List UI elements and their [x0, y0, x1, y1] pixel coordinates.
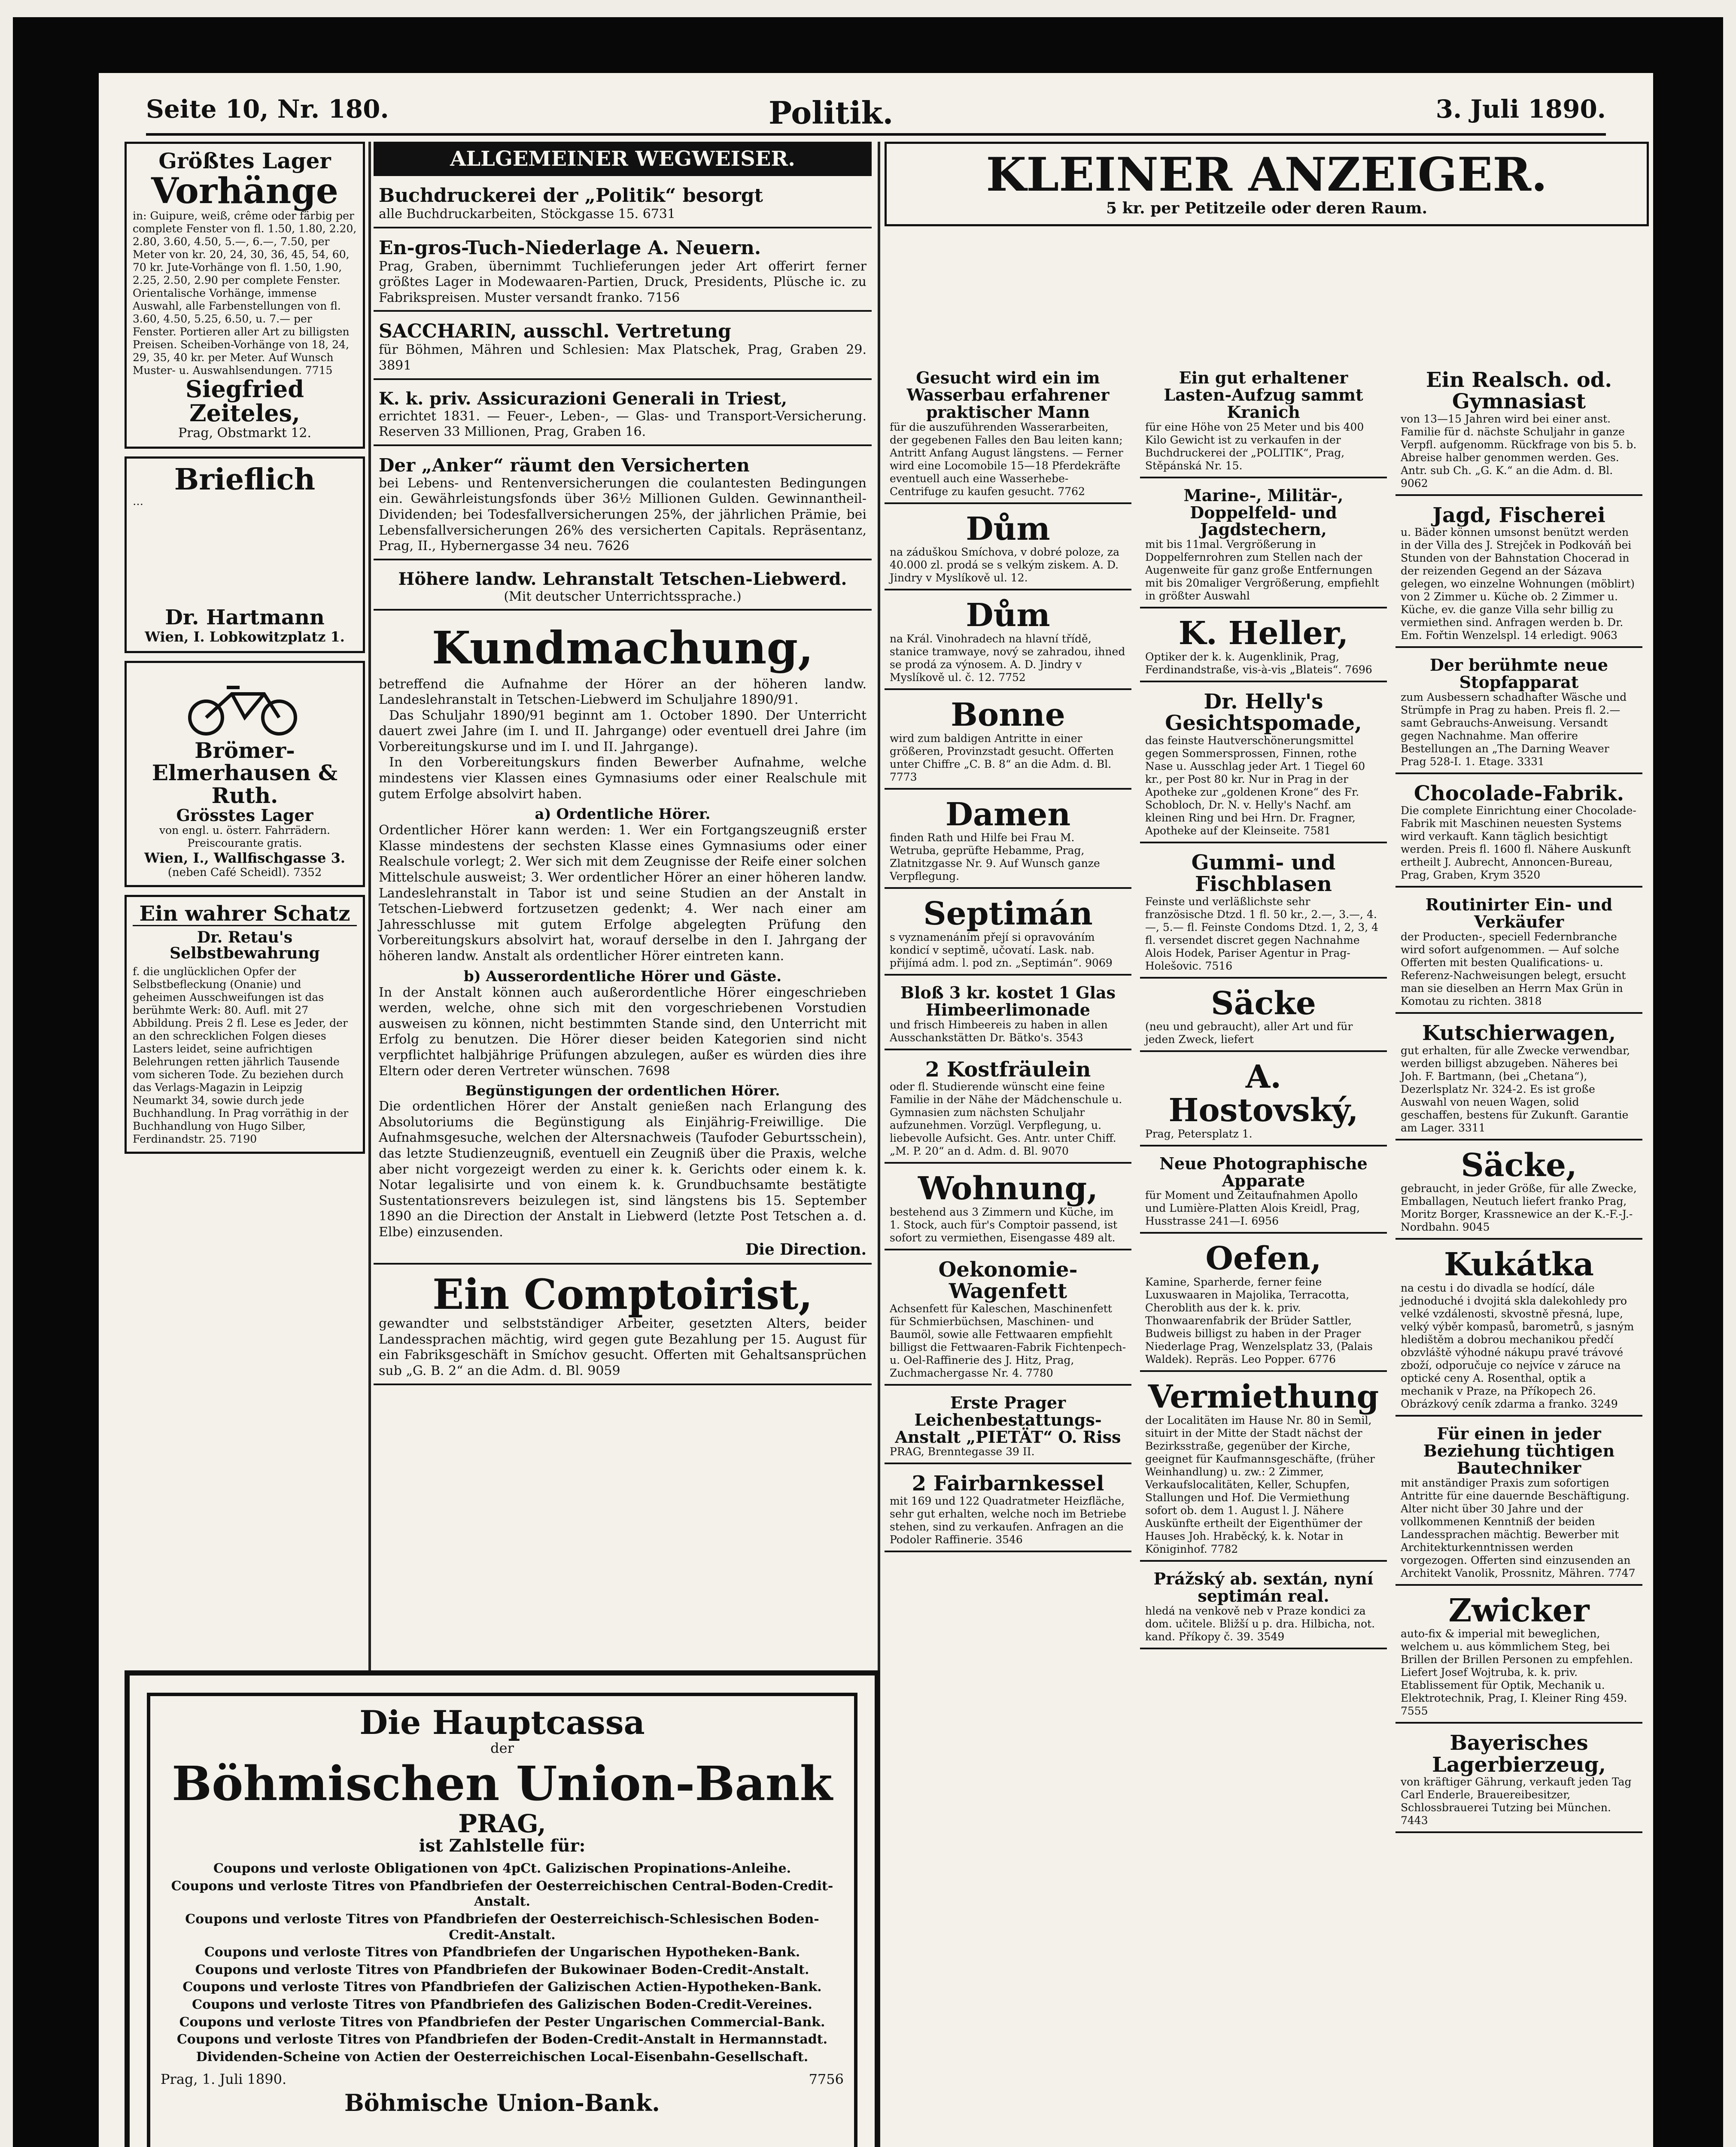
- classified-ad: [1140, 1151, 1387, 1234]
- classified-ad: [1140, 365, 1387, 478]
- classified-body: für eine Höhe von 25 Meter und bis 400 Kilo Gewicht ist zu verkaufen in der Buchdruckerei der „POLITIK“, Prag, Stěpánská Nr. 15.: [1145, 420, 1364, 472]
- classified-title: Säcke,: [1461, 1146, 1577, 1184]
- classified-title: 2 Fairbarnkessel: [912, 1472, 1104, 1496]
- classified-body: und frisch Himbeereis zu haben in allen Ausschankstätten Dr. Bätko's. 3543: [890, 1018, 1108, 1044]
- ad-schatz: [125, 895, 365, 1154]
- classified-title: Für einen in jeder Beziehung tüchtigen Bautechniker: [1423, 1423, 1615, 1478]
- bicycle-icon: [180, 672, 309, 737]
- ad-body: von engl. u. österr. Fahrrädern. Preiscourante gratis.: [159, 824, 331, 850]
- advertiser-name: Dr. Hartmann: [165, 605, 325, 630]
- left-column: [125, 142, 365, 1666]
- ad-anker: [374, 450, 872, 560]
- classified-body: Achsenfett für Kaleschen, Maschinenfett für Schmierbüchsen, Maschinen- und Baumöl, sowie alle Fettwaaren empfiehlt billigst die Fettwaaren-Fabrik Fichtenpech- u. Oel-Raffinerie des J. Hitz, Prag, Zuchmachergasse Nr. 4. 7780: [890, 1302, 1126, 1379]
- bank-subtitle: ist Zahlstelle für:: [419, 1836, 586, 1856]
- classified-title: Dům: [966, 510, 1050, 547]
- classified-ad: [1140, 1376, 1387, 1562]
- ad-body: gewandter und selbstständiger Arbeiter, gesetzten Alters, beider Landessprachen mächtig, wird gegen gute Bezahlung per 15. August für ein Fabriksgeschäft in Smíchov gesucht. Offerten mit Gehaltsansprüchen sub „G. B. 2“ an die Adm. d. Bl. 9059: [379, 1316, 866, 1379]
- ad-bicycles: [125, 661, 365, 887]
- classified-ad: [1395, 652, 1642, 774]
- classified-ad: [1140, 483, 1387, 609]
- page-header: [146, 90, 1606, 136]
- bank-der: der: [490, 1739, 514, 1756]
- bank-list-item: Dividenden-Scheine von Actien der Oesterreichischen Local-Eisenbahn-Gesellschaft.: [196, 2049, 809, 2065]
- classified-ad: [885, 365, 1131, 504]
- section-subtitle: 5 kr. per Petitzeile oder deren Raum.: [1106, 199, 1428, 218]
- classified-body: von 13—15 Jahren wird bei einer anst. Familie für d. nächste Schuljahr in ganze Verpfl. aufgenomm. Rückfrage von bis 5. b. Abreise halber genommen werden. Ges. Antr. sub Ch. „G. K.“ an die Adm. d. Bl. 9062: [1401, 412, 1637, 490]
- classified-title: Wohnung,: [918, 1170, 1098, 1207]
- notice-lead: betreffend die Aufnahme der Hörer an der höheren landw. Landeslehranstalt in Tetschen-Liebwerd im Schuljahre 1890/91.: [379, 676, 866, 708]
- classified-body: für Moment und Zeitaufnahmen Apollo und Lumière-Platten Alois Kreidl, Prag, Husstrasse 241—I. 6956: [1145, 1189, 1360, 1228]
- notice-paragraph: Ordentlicher Hörer kann werden: 1. Wer ein Fortgangszeugniß erster Klasse mindestens der sechsten Klasse eines Gymnasiums oder einer Realschule vorlegt; 2. Wer sich mit dem Zeugnisse der Reife einer solchen Mittelschule ausweist; 3. Wer ordentlicher Hörer an einer höheren landw. Landeslehranstalt in Tabor ist und seine Studien an der Anstalt in Tetschen-Liebwerd fortzusetzen gedenkt; 4. Wer nach einer am Jahresschlusse mit gutem Erfolge abgelegten Prüfung den Vorbereitungskurs absolvirt hat, worauf derselbe in den I. Jahrgang der höheren landw. Anstalt als ordentlicher Hörer eintreten kann.: [379, 823, 866, 964]
- notice-paragraph: Die ordentlichen Hörer der Anstalt genießen nach Erlangung des Absolutoriums die Begünstigung als Einjährig-Freiwillige. Die Aufnahmsgesuche, welchen der Altersnachweis (Taufoder Geburtsschein), das letzte Studienzeugniß, eventuell ein Zeugniß über die Praxis, welche aber nicht vorgezeigt werden zu einer k. k. Gerichts oder einem k. k. Notar legalisirte und von einem k. k. Grundbuchsamte bestätigte Sustentationsrevers beizulegen ist, sind längstens bis 15. September 1890 an die Direction der Anstalt in Liebwerd (letzte Post Tetschen a. d. Elbe) einzusenden.: [379, 1099, 866, 1240]
- classified-body: gebraucht, in jeder Größe, für alle Zwecke, Emballagen, Neutuch liefert franko Prag, Moritz Borger, Krassnewice an der K.-F.-J.-Nordbahn. 9045: [1401, 1182, 1637, 1234]
- classified-title: Erste Prager Leichenbestattungs-Anstalt „PIETÄT“ O. Riss: [895, 1393, 1121, 1447]
- classified-body: na záduškou Smíchova, v dobré poloze, za 40.000 zl. prodá se s velkým ziskem. A. D. Jindry v Myslíkově ul. 12.: [890, 546, 1119, 584]
- ad-title: Höhere landw. Lehranstalt Tetschen-Liebwerd.: [398, 569, 847, 589]
- classified-body: zum Ausbessern schadhafter Wäsche und Strümpfe in Prag zu haben. Preis fl. 2.— samt Gebrauchs-Anweisung. Versandt gegen Nachnahme. Man offerire Bestellungen an „The Darning Weaver Prag 528-I. 1. Etage. 3331: [1401, 690, 1627, 768]
- ad-comptoirist: [374, 1269, 872, 1385]
- section-title: KLEINER ANZEIGER.: [986, 148, 1548, 202]
- classified-title: Marine-, Militär-, Doppelfeld- und Jagdstechern,: [1183, 485, 1344, 539]
- classified-body: Feinste und verläßlichste sehr französische Dtzd. 1 fl. 50 kr., 2.—, 3.—, 4.—, 5.— fl. Feinste Condoms Dtzd. 1, 2, 3, 4 fl. versendet discret gegen Nachnahme Alois Hodek, Pariser Agentur in Prag-Holešovic. 7516: [1145, 895, 1379, 972]
- classified-body: oder fl. Studierende wünscht eine feine Familie in der Nähe der Mädchenschule u. Gymnasien zum nächsten Schuljahr aufzunehmen. Vorzügl. Verpflegung, u. liebevolle Aufsicht. Ges. Antr. unter Chiff. „M. P. 20“ an d. Adm. d. Bl. 9070: [890, 1080, 1122, 1158]
- ad-body: …: [133, 495, 143, 508]
- advertiser-address: Wien, I., Wallfischgasse 3.: [144, 850, 346, 867]
- classified-ad: [1395, 1590, 1642, 1724]
- ad-body: alle Buchdruckarbeiten, Stöckgasse 15. 6731: [379, 207, 676, 222]
- classified-ad: [1395, 779, 1642, 888]
- classified-ad: [1395, 1018, 1642, 1140]
- classified-body: Die complete Einrichtung einer Chocolade-Fabrik mit Maschinen neuesten Systems wird verkauft. Kann täglich besichtigt werden. Preis fl. 1600 fl. Nähere Auskunft ertheilt J. Aubrecht, Annoncen-Bureau, Prag, Graben, Krym 3520: [1401, 804, 1636, 882]
- classified-title: Gummi- und Fischblasen: [1191, 850, 1336, 897]
- issue-date: 3. Juli 1890.: [1435, 94, 1606, 124]
- bank-list-item: Coupons und verloste Titres von Pfandbriefen der Galizischen Actien-Hypotheken-Bank.: [182, 1980, 822, 1995]
- classified-ad: [1140, 1056, 1387, 1146]
- classified-ad: [885, 980, 1131, 1050]
- bank-date: Prag, 1. Juli 1890.: [161, 2071, 287, 2088]
- classified-body: Optiker der k. k. Augenklinik, Prag, Ferdinandstraße, vis-à-vis „Blateis“. 7696: [1145, 651, 1372, 676]
- section-title: ALLGEMEINER WEGWEISER.: [374, 142, 872, 176]
- classified-ad: [885, 508, 1131, 591]
- ad-headline: Dr. Retau's Selbstbewahrung: [170, 928, 320, 963]
- ad-generali: [374, 384, 872, 446]
- classified-title: Routinirter Ein- und Verkäufer: [1425, 895, 1613, 932]
- classified-title: Gesucht wird ein im Wasserbau erfahrener praktischer Mann: [906, 368, 1110, 422]
- ad-note: (neben Café Scheidl). 7352: [167, 866, 322, 879]
- classified-title: Prážský ab. sextán, nyní septimán real.: [1153, 1569, 1374, 1606]
- classified-body: gut erhalten, für alle Zwecke verwendbar, werden billigst abzugeben. Näheres bei Joh. F. Bartmann, (bei „Chetana“), Dezerlsplatz Nr. 324-2. Es ist große Auswahl von neuen Wagen, solid geschaffen, bestens für Zukunft. Garantie am Lager. 3311: [1401, 1044, 1630, 1134]
- bank-list-item: Coupons und verloste Titres von Pfandbriefen des Galizischen Boden-Credit-Vereines.: [192, 1997, 812, 2012]
- ad-title: Ein wahrer Schatz: [133, 903, 357, 926]
- classified-body: Kamine, Sparherde, ferner feine Luxuswaaren in Majolika, Terracotta, Cheroblith aus der k. k. priv. Thonwaarenfabrik der Brüder Sattler, Budweis billigst zu haben in der Prager Niederlage Prag, Wenzelsplatz 33, (Palais Waldek). Repräs. Leo Popper. 6776: [1145, 1276, 1373, 1366]
- ad-vorhaenge: [125, 142, 365, 449]
- classified-title: Jagd, Fischerei: [1432, 503, 1605, 527]
- ad-title: K. k. priv. Assicurazioni Generali in Triest,: [379, 388, 787, 409]
- classified-ad: [885, 893, 1131, 976]
- classified-ad: [885, 1168, 1131, 1250]
- ad-body: in: Guipure, weiß, crême oder färbig per complete Fenster von fl. 1.50, 1.80, 2.20, 2.80, 3.60, 4.50, 5.—, 6.—, 7.50, per Meter von kr. 20, 24, 30, 36, 45, 54, 60, 70 kr. Jute-Vorhänge von fl. 1.50, 1.90, 2.25, 2.50, 2.90 per complete Fenster. Orientalische Vorhänge, immense Auswahl, alle Farbenstellungen von fl. 3.60, 4.50, 5.25, 6.50, u. 7.— per Fenster. Portieren aller Art zu billigsten Preisen. Scheiben-Vorhänge von 18, 24, 29, 35, 40 kr. per Meter. Auf Wunsch Muster- u. Auswahlsendungen. 7715: [133, 209, 357, 377]
- bank-list-item: Coupons und verloste Titres von Pfandbriefen der Pester Ungarischen Commercial-Bank.: [179, 2014, 825, 2030]
- classified-ad: [885, 1055, 1131, 1164]
- ad-brieflich: [125, 456, 365, 653]
- classified-title: Säcke: [1211, 985, 1316, 1022]
- ad-title: Brieflich: [174, 462, 316, 497]
- ad-body: Prag, Graben, übernimmt Tuchlieferungen jeder Art offerirt ferner größtes Lager in Modewaaren-Partien, Druck, Presidents, Plüsche ic. zu Fabrikspreisen. Muster versandt franko. 7156: [379, 258, 866, 305]
- classified-ad: [1140, 848, 1387, 979]
- classified-title: Der berühmte neue Stopfapparat: [1429, 655, 1608, 692]
- classified-ad: [885, 595, 1131, 690]
- page-number: Seite 10, Nr. 180.: [146, 94, 389, 124]
- classified-ad: [1395, 1145, 1642, 1240]
- kleiner-anzeiger-banner: [885, 142, 1649, 226]
- classified-body: der Localitäten im Hause Nr. 80 in Semil, situirt in der Mitte der Stadt nächst der Bezirksstraße, gegenüber der Kirche, geeignet für Kaufmannsgeschäfte, (früher Weinhandlung) u. zw.: 2 Zimmer, Verkaufslocalitäten, Keller, Schupfen, Stallungen und Hof. Die Vermiethung sofort ob. dem 1. August l. J. Nähere Auskünfte ertheilt der Eigenthümer der Hauses Joh. Hraběcký, k. k. Notar in Königinhof. 7782: [1145, 1414, 1375, 1555]
- classified-ad: [885, 794, 1131, 889]
- classified-ad: [885, 1469, 1131, 1552]
- classified-title: Neue Photographische Apparate: [1159, 1153, 1368, 1190]
- classified-body: Prag, Petersplatz 1.: [1145, 1127, 1253, 1140]
- notice-signature: Die Direction.: [745, 1240, 866, 1259]
- notice-paragraph: Das Schuljahr 1890/91 beginnt am 1. October 1890. Der Unterricht dauert zwei Jahre (im I. und II. Jahrgange) oder eventuell drei Jahre (im Vorbereitungskurse und im I. und II. Jahrgange).: [379, 708, 866, 754]
- classified-ad: [1140, 613, 1387, 682]
- classified-body: von kräftiger Gährung, verkauft jeden Tag Carl Enderle, Brauereibesitzer, Schlossbrauerei Tutzing bei München. 7443: [1401, 1776, 1632, 1827]
- notice-paragraph: In den Vorbereitungskurs finden Bewerber Aufnahme, welche mindestens vier Klassen eines Gymnasiums oder einer Realschule mit gutem Erfolge absolvirt haben.: [379, 755, 866, 802]
- classified-ad: [885, 1255, 1131, 1386]
- ad-body: bei Lebens- und Rentenversicherungen die coulantesten Bedingungen ein. Gewährleistungsfonds über 36½ Millionen Gulden. Gewinnantheil-Dividenden; bei Todesfallversicherungen 25%, der jährlichen Prämie, bei Lebensfallversicherungen 26% des versicherten Capitals. Repräsentanz, Prag, II., Hybernergasse 34 neu. 7626: [379, 475, 866, 554]
- bank-title: Böhmischen Union-Bank: [172, 1755, 833, 1811]
- classified-title: Dům: [966, 597, 1050, 634]
- classified-title: Dr. Helly's Gesichtspomade,: [1165, 690, 1362, 736]
- classified-title: Damen: [945, 796, 1071, 833]
- classified-title: Vermiethung: [1148, 1378, 1379, 1416]
- notice-paragraph: In der Anstalt können auch außerordentliche Hörer eingeschrieben werden, welche, ohne sich mit den vorgeschriebenen Vorstudien ausweisen zu können, nicht bestimmten Stande sind, den Unterricht mit Erfolg zu benutzen. Die Hörer dieser beiden Kategorien sind nicht verpflichtet halbjährige Prüfungen abzulegen, außer es würden dies ihre Eltern oder deren Vertreter wünschen. 7698: [379, 985, 866, 1079]
- ad-title: En-gros-Tuch-Niederlage A. Neuern.: [379, 237, 761, 259]
- classified-title: Zwicker: [1448, 1592, 1590, 1629]
- classified-body: bestehend aus 3 Zimmern und Küche, im 1. Stock, auch für's Comptoir passend, ist sofort zu vermiethen, Eisengasse 489 alt.: [890, 1205, 1118, 1244]
- classified-title: K. Heller,: [1178, 615, 1349, 652]
- ad-saccharin: [374, 316, 872, 380]
- classified-title: Oekonomie-Wagenfett: [938, 1257, 1078, 1304]
- classified-ad: [1395, 892, 1642, 1014]
- ad-title: Ein Comptoirist,: [432, 1270, 813, 1319]
- classified-title: A. Hostovský,: [1168, 1058, 1359, 1129]
- classified-title: Kukátka: [1444, 1246, 1594, 1283]
- notice-title: Kundmachung,: [432, 621, 814, 675]
- notice-heading: a) Ordentliche Hörer.: [535, 806, 711, 823]
- classified-title: Ein Realsch. od. Gymnasiast: [1426, 368, 1612, 414]
- classified-body: na cestu i do divadla se hodící, dále jednoduché i dvojitá skla dalekohledy pro velké vzdálenosti, skvostně přesná, lupe, velký výběr kompasů, barometrů, s jasným hledištěm a dobrou mechanikou předčí obzvláště výhodné nákupu pravé trávové zboží, odporučuje co nejvíce v záruce na optické ceny A. Rosenthal, optik a mechanik v Praze, na Příkopech 26. Obrázkový ceník zdarma a franko. 3249: [1401, 1281, 1634, 1410]
- classified-title: Septimán: [923, 895, 1093, 933]
- classified-body: (neu und gebraucht), aller Art und für jeden Zweck, liefert: [1145, 1020, 1353, 1046]
- classified-body: wird zum baldigen Antritte in einer größeren, Provinzstadt gesucht. Offerten unter Chiffre „C. B. 8“ an die Adm. d. Bl. 7773: [890, 732, 1114, 783]
- classified-body: mit bis 11mal. Vergrößerung in Doppelfernrohren zum Stellen nach der Augenweite für ganz große Entfernungen mit bis 20maliger Vergrößerung, empfiehlt in größter Auswahl: [1145, 538, 1379, 602]
- ad-body: f. die unglücklichen Opfer der Selbstbefleckung (Onanie) und geheimen Ausschweifungen ist das berühmte Werk: 80. Aufl. mit 27 Abbildung. Preis 2 fl. Lese es Jeder, der an den schrecklichen Folgen dieses Lasters leidet, seine aufrichtigen Belehrungen retten jährlich Tausende vom sicheren Tode. Zu beziehen durch das Verlags-Magazin in Leipzig Neumarkt 34, sowie durch jede Buchhandlung. In Prag vorräthig in der Buchhandlung von Hugo Silber, Ferdinandstr. 25. 7190: [133, 965, 349, 1146]
- classified-ad: [1140, 983, 1387, 1052]
- classified-title: Kutschierwagen,: [1422, 1021, 1616, 1046]
- ad-title: Größtes Lager: [158, 148, 331, 173]
- ad-title: Brömer-Elmerhausen & Ruth.: [152, 737, 338, 808]
- bank-lead: Die Hauptcassa: [359, 1703, 645, 1742]
- classified-ad: [1395, 365, 1642, 496]
- classified-body: s vyznamenáním přejí si opravováním kondicí v septimě, učovatí. Lask. nab. přijímá adm. l. pod zn. „Septimán“. 9069: [890, 931, 1113, 970]
- classified-ad: [1140, 1566, 1387, 1649]
- classified-body: u. Bäder können umsonst benützt werden in der Villa des J. Strejček in Podkováň bei Stunden von der Bahnstation Chocerad in der reizenden Gegend an der Sázava gelegen, wo einzelne Wohnungen (möblirt) von 2 Zimmer u. Küche ob. 2 Zimmer u. Küche, ev. die ganze Villa sehr billig zu vermiethen sind. Anfragen werden b. Dr. Em. Fořtin Wenzelspl. 14 erledigt. 9063: [1401, 526, 1635, 642]
- advertiser-address: Prag, Obstmarkt 12.: [178, 425, 312, 441]
- classifieds-column-a: [885, 365, 1131, 2147]
- classified-title: Bonne: [951, 696, 1065, 734]
- ad-buchdruckerei: [374, 180, 872, 228]
- notice-heading: Begünstigungen der ordentlichen Hörer.: [465, 1083, 780, 1099]
- bank-list-item: Coupons und verloste Titres von Pfandbriefen der Ungarischen Hypotheken-Bank.: [204, 1945, 800, 1960]
- classified-title: Ein gut erhaltener Lasten-Aufzug sammt Kranich: [1164, 368, 1363, 422]
- classified-ad: [1395, 1728, 1642, 1833]
- classified-ad: [885, 694, 1131, 790]
- ad-title: SACCHARIN, ausschl. Vertretung: [379, 320, 731, 343]
- bank-list: [161, 1861, 844, 2065]
- notice-heading: b) Ausserordentliche Hörer und Gäste.: [463, 967, 782, 985]
- ad-body: (Mit deutscher Unterrichtssprache.): [504, 589, 742, 604]
- bank-signature: Böhmische Union-Bank.: [344, 2089, 660, 2117]
- ad-lehranstalt: [374, 565, 872, 611]
- classified-body: finden Rath und Hilfe bei Frau M. Wetruba, geprüfte Hebamme, Prag, Zlatnitzgasse Nr. 9. Auf Wunsch ganze Verpflegung.: [890, 831, 1100, 883]
- advertiser-address: Wien, I. Lobkowitzplatz 1.: [145, 628, 345, 645]
- right-column: [885, 142, 1649, 2147]
- classified-ad: [1395, 500, 1642, 648]
- ad-body: errichtet 1831. — Feuer-, Leben-, — Glas- und Transport-Versicherung. Reserven 33 Millionen, Prag, Graben 16.: [379, 408, 866, 440]
- classified-body: mit anständiger Praxis zum sofortigen Antritte für eine dauernde Beschäftigung. Alter nicht über 30 Jahre und der vollkommenen Kenntniß der beiden Landessprachen mächtig. Bewerber mit Architekturkenntnissen werden vorgezogen. Offerten sind einzusenden an Architekt Vanolik, Prossnitz, Mähren. 7747: [1401, 1476, 1636, 1579]
- classified-ad: [1140, 687, 1387, 843]
- classified-body: der Producten-, speciell Federnbranche wird sofort aufgenommen. — Auf solche Offerten mit besten Qualifications- u. Referenz-Nachweisungen belegt, ersucht man sie dieselben an Herrn Max Grün in Komotau zu richten. 3818: [1401, 931, 1626, 1008]
- classifieds-column-c: [1395, 365, 1642, 2147]
- bank-list-item: Coupons und verloste Obligationen von 4pCt. Galizischen Propinations-Anleihe.: [213, 1861, 791, 1876]
- classified-body: auto-fix & imperial mit beweglichen, welchem u. aus kömmlichem Steg, bei Brillen der Brillen Personen zu empfehlen. Liefert Josef Wojtruba, k. k. priv. Etablissement für Optik, Mechanik u. Elektrotechnik, Prag, I. Kleiner Ring 459. 7555: [1401, 1627, 1633, 1718]
- classified-title: Chocolade-Fabrik.: [1414, 781, 1624, 806]
- notice-kundmachung: [374, 615, 872, 1264]
- ad-headline: Vorhänge: [151, 170, 338, 212]
- union-bank-ad: [125, 1670, 880, 2147]
- classified-body: mit 169 und 122 Quadratmeter Heizfläche, sehr gut erhalten, welche noch im Betriebe stehen, sind zu verkaufen. Anfragen an die Podoler Raffinerie. 3546: [890, 1494, 1126, 1546]
- bank-code: 7756: [809, 2071, 844, 2088]
- classified-title: 2 Kostfräulein: [925, 1057, 1091, 1082]
- classified-ad: [1140, 1238, 1387, 1372]
- classified-body: PRAG, Brenntegasse 39 II.: [890, 1445, 1035, 1458]
- classified-title: Bloß 3 kr. kostet 1 Glas Himbeerlimonade: [900, 983, 1116, 1019]
- ad-title: Der „Anker“ räumt den Versicherten: [379, 454, 750, 476]
- newspaper-sheet: [99, 73, 1653, 2147]
- middle-column: [374, 142, 872, 1666]
- newspaper-title: Politik.: [769, 94, 894, 131]
- bank-list-item: Coupons und verloste Titres von Pfandbriefen der Oesterreichischen Central-Boden-Credit-Anstalt.: [171, 1878, 833, 1910]
- ad-title: Buchdruckerei der „Politik“ besorgt: [379, 185, 763, 207]
- union-bank-ad-inner: [147, 1693, 857, 2147]
- ad-tuch: [374, 233, 872, 312]
- ad-headline: Grösstes Lager: [176, 806, 313, 825]
- advertiser-name: Siegfried Zeiteles,: [185, 375, 304, 427]
- bank-list-item: Coupons und verloste Titres von Pfandbriefen der Bukowinaer Boden-Credit-Anstalt.: [195, 1962, 809, 1977]
- classified-ad: [1395, 1244, 1642, 1417]
- classifieds-column-b: [1140, 365, 1387, 2147]
- classified-body: hledá na venkově neb v Praze kondici za dom. učitele. Bližší u p. dra. Hilbicha, not. kand. Příkopy č. 39. 3549: [1145, 1604, 1375, 1643]
- classified-title: Oefen,: [1205, 1240, 1322, 1277]
- classified-body: das feinste Hautverschönerungsmittel gegen Sommersprossen, Finnen, rothe Nase u. Ausschlag jeder Art. 1 Tiegel 60 kr., per Post 80 kr. Nur in Prag in der Apotheke zur „goldenen Krone“ des Fr. Schobloch, Dr. N. v. Helly's Nachf. am kleinen Ring und bei Hrn. Dr. Fragner, Apotheke auf der Kleinseite. 7581: [1145, 734, 1365, 837]
- classified-ad: [1395, 1421, 1642, 1586]
- classified-ad: [885, 1390, 1131, 1465]
- bank-city: PRAG,: [458, 1809, 546, 1839]
- bank-list-item: Coupons und verloste Titres von Pfandbriefen der Oesterreichisch-Schlesischen Boden-Credit-Anstalt.: [185, 1911, 819, 1943]
- bank-list-item: Coupons und verloste Titres von Pfandbriefen der Boden-Credit-Anstalt in Hermannstadt.: [176, 2032, 828, 2047]
- classified-title: Bayerisches Lagerbierzeug,: [1432, 1731, 1606, 1777]
- classified-body: für die auszuführenden Wasserarbeiten, der gegebenen Falles den Bau leiten kann; Antritt Anfang August längstens. — Ferner wird eine Locomobile 15—18 Pferdekräfte eventuell auch eine Wasserhebe-Centrifuge zu kaufen gesucht. 7762: [890, 420, 1123, 498]
- classified-body: na Král. Vinohradech na hlavní třídě, stanice tramwaye, nový se zahradou, ihned se prodá za výnosem. A. D. Jindry v Myslíkově ul. č. 12. 7752: [890, 633, 1125, 684]
- bank-date-row: [161, 2071, 844, 2087]
- ad-body: für Böhmen, Mähren und Schlesien: Max Platschek, Prag, Graben 29. 3891: [379, 342, 866, 373]
